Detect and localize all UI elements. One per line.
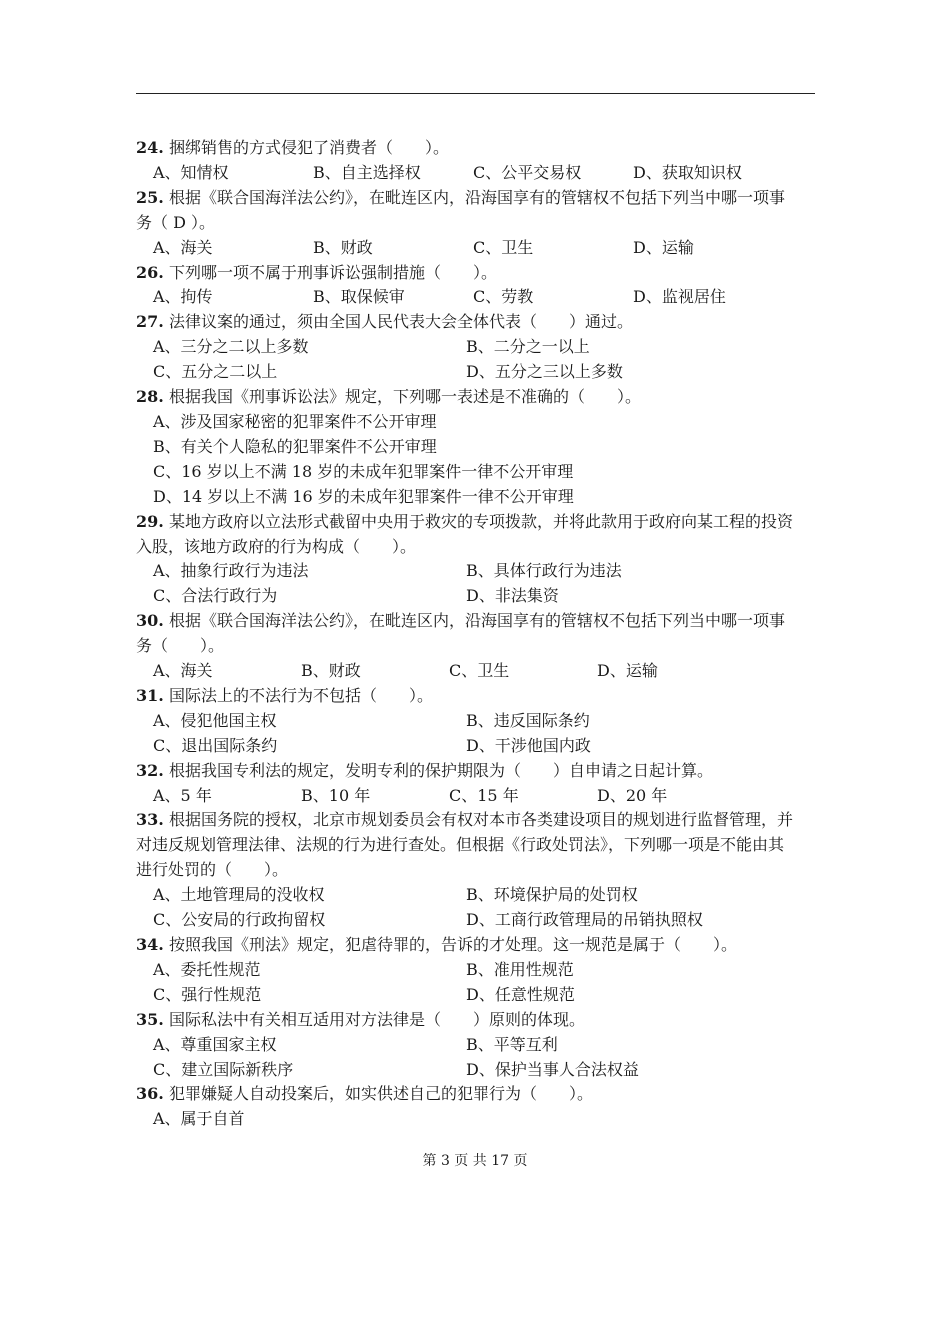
option-a: A、三分之二以上多数 xyxy=(153,337,309,357)
option-b: B、财政 xyxy=(313,237,373,257)
question-29: 29. 某地方政府以立法形式截留中央用于救灾的专项拨款，并将此款用于政府向某工程的投资 xyxy=(136,511,793,531)
options-29-row2 xyxy=(136,584,816,609)
options-35-row1 xyxy=(136,1033,816,1058)
option-a: A、尊重国家主权 xyxy=(153,1034,277,1054)
option-b: B、准用性规范 xyxy=(466,959,574,979)
option-d: D、运输 xyxy=(597,661,658,681)
option-c: C、16 岁以上不满 18 岁的未成年犯罪案件一律不公开审理 xyxy=(153,461,574,481)
question-28: 28. 根据我国《刑事诉讼法》规定，下列哪一表述是不准确的（ ）。 xyxy=(136,387,641,407)
option-d: D、五分之三以上多数 xyxy=(466,362,623,382)
option-d: D、干涉他国内政 xyxy=(466,735,591,755)
option-c: C、15 年 xyxy=(449,785,519,805)
question-34: 34. 按照我国《刑法》规定，犯虐待罪的，告诉的才处理。这一规范是属于（ ）。 xyxy=(136,935,737,954)
option-d: D、监视居住 xyxy=(633,287,726,307)
option-a: A、知情权 xyxy=(153,162,229,182)
option-b: B、环境保护局的处罚权 xyxy=(466,885,638,905)
option-b: B、10 年 xyxy=(301,785,371,805)
option-c: C、劳教 xyxy=(473,287,534,307)
option-a: A、拘传 xyxy=(153,287,213,307)
options-35-row2 xyxy=(136,1058,816,1083)
option-d: D、保护当事人合法权益 xyxy=(466,1059,639,1079)
options-33-row1 xyxy=(136,883,816,908)
question-33-cont: 对违反规划管理法律、法规的行为进行查处。但根据《行政处罚法》，下列哪一项是不能由其 xyxy=(136,835,785,855)
option-a: A、5 年 xyxy=(153,785,212,805)
question-31: 31. 国际法上的不法行为不包括（ ）。 xyxy=(136,685,433,705)
options-25 xyxy=(136,236,816,261)
option-b: B、平等互利 xyxy=(466,1034,558,1054)
option-d: D、非法集资 xyxy=(466,586,559,606)
question-26: 26. 下列哪一项不属于刑事诉讼强制措施（ ）。 xyxy=(136,262,497,282)
option-a: A、土地管理局的没收权 xyxy=(153,885,325,905)
question-30-cont: 务（ ）。 xyxy=(136,636,225,656)
option-d: D、工商行政管理局的吊销执照权 xyxy=(466,910,703,930)
option-b: B、违反国际条约 xyxy=(466,710,590,730)
option-d: D、任意性规范 xyxy=(466,984,575,1004)
header-rule xyxy=(136,93,815,94)
question-32: 32. 根据我国专利法的规定，发明专利的保护期限为（ ）自申请之日起计算。 xyxy=(136,760,713,780)
options-27-row1 xyxy=(136,335,816,360)
option-c: C、五分之二以上 xyxy=(153,362,278,382)
option-a: A、海关 xyxy=(153,237,213,257)
option-a: A、海关 xyxy=(153,661,213,681)
question-30: 30. 根据《联合国海洋法公约》，在毗连区内，沿海国享有的管辖权不包括下列当中哪一项事 xyxy=(136,611,785,631)
options-33-row2 xyxy=(136,908,816,933)
options-32 xyxy=(136,784,816,809)
options-34-row1 xyxy=(136,958,816,983)
option-b: B、财政 xyxy=(301,661,361,681)
option-b: B、取保候审 xyxy=(313,287,405,307)
option-c: C、公安局的行政拘留权 xyxy=(153,910,326,930)
option-a: A、侵犯他国主权 xyxy=(153,710,277,730)
option-c: C、强行性规范 xyxy=(153,984,262,1004)
question-25: 25. 根据《联合国海洋法公约》，在毗连区内，沿海国享有的管辖权不包括下列当中哪一项事 xyxy=(136,187,785,207)
question-35: 35. 国际私法中有关相互适用对方法律是（ ）原则的体现。 xyxy=(136,1009,585,1029)
question-33: 33. 根据国务院的授权，北京市规划委员会有权对本市各类建设项目的规划进行监督管理，并 xyxy=(136,810,793,830)
option-c: C、合法行政行为 xyxy=(153,586,278,606)
option-d: D、运输 xyxy=(633,237,694,257)
options-29-row1 xyxy=(136,559,816,584)
option-a: A、涉及国家秘密的犯罪案件不公开审理 xyxy=(153,411,437,431)
option-a: A、属于自首 xyxy=(153,1109,245,1129)
page-footer: 第 3 页 共 17 页 xyxy=(422,1153,528,1169)
option-b: B、二分之一以上 xyxy=(466,337,590,357)
options-30 xyxy=(136,659,816,684)
question-24: 24. 捆绑销售的方式侵犯了消费者（ ）。 xyxy=(136,138,449,157)
question-25-cont: 务（ D ）。 xyxy=(136,212,216,232)
options-26 xyxy=(136,285,816,310)
option-d: D、获取知识权 xyxy=(633,162,742,182)
options-31-row1 xyxy=(136,709,816,734)
option-c: C、卫生 xyxy=(473,237,534,257)
options-27-row2 xyxy=(136,360,816,385)
option-d: D、20 年 xyxy=(597,785,668,805)
option-d: D、14 岁以上不满 16 岁的未成年犯罪案件一律不公开审理 xyxy=(153,486,574,506)
option-b: B、具体行政行为违法 xyxy=(466,561,622,581)
options-31-row2 xyxy=(136,734,816,759)
question-27: 27. 法律议案的通过，须由全国人民代表大会全体代表（ ）通过。 xyxy=(136,312,633,332)
question-33-cont2: 进行处罚的（ ）。 xyxy=(136,860,289,880)
option-a: A、抽象行政行为违法 xyxy=(153,561,309,581)
option-c: C、卫生 xyxy=(449,661,510,681)
options-24 xyxy=(136,161,816,186)
option-c: C、建立国际新秩序 xyxy=(153,1059,294,1079)
option-c: C、退出国际条约 xyxy=(153,735,278,755)
question-29-cont: 入股，该地方政府的行为构成（ ）。 xyxy=(136,536,417,556)
option-c: C、公平交易权 xyxy=(473,162,582,182)
option-b: B、有关个人隐私的犯罪案件不公开审理 xyxy=(153,436,437,456)
question-list xyxy=(136,136,816,1132)
option-a: A、委托性规范 xyxy=(153,959,261,979)
options-34-row2 xyxy=(136,983,816,1008)
option-b: B、自主选择权 xyxy=(313,162,421,182)
question-36: 36. 犯罪嫌疑人自动投案后，如实供述自己的犯罪行为（ ）。 xyxy=(136,1084,593,1104)
